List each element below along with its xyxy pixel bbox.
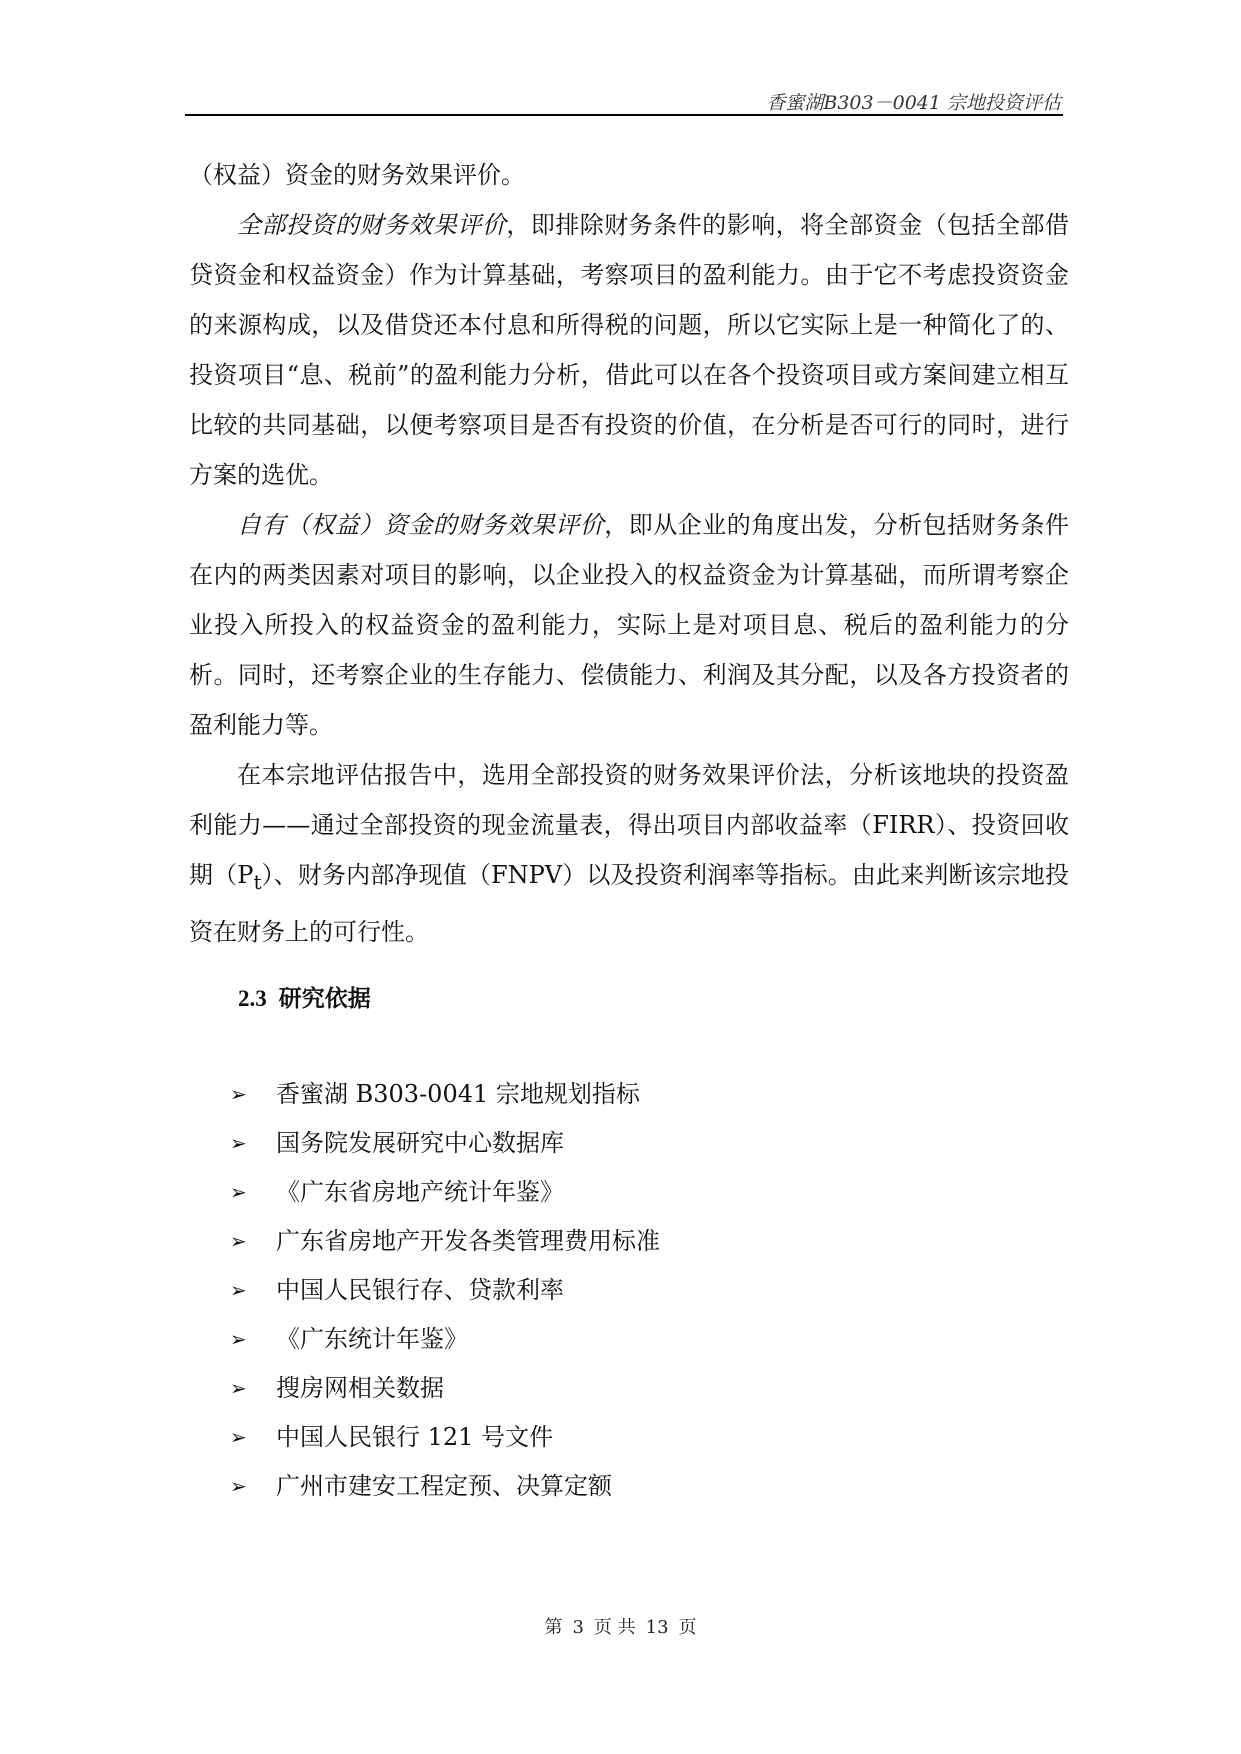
list-item-label: 国务院发展研究中心数据库 (276, 1129, 564, 1157)
section-heading (238, 980, 371, 1013)
paragraph-continuation (189, 150, 1069, 200)
arrow-bullet-icon: ➢ (230, 1131, 247, 1155)
list-item (230, 1168, 660, 1217)
footer-prefix: 第 (544, 1617, 563, 1638)
paragraph-text: ）、财务内部净现值（FNPV）以及投资利润率等指标。由此来判断该宗地投资在财务上的可行性。 (189, 861, 1069, 946)
subscript-t: t (253, 869, 262, 894)
arrow-bullet-icon: ➢ (230, 1327, 247, 1351)
list-item (230, 1266, 660, 1315)
page-header (185, 84, 1063, 116)
list-item-label: 《广东省房地产统计年鉴》 (276, 1178, 564, 1206)
header-title: 香蜜湖B303－0041 宗地投资评估 (766, 92, 1061, 114)
paragraph-equity-capital (189, 500, 1069, 750)
list-item (230, 1364, 660, 1413)
list-item (230, 1462, 660, 1511)
list-item-label: 《广东统计年鉴》 (276, 1325, 468, 1353)
arrow-bullet-icon: ➢ (230, 1180, 247, 1204)
arrow-bullet-icon: ➢ (230, 1474, 247, 1498)
list-item (230, 1217, 660, 1266)
paragraph-text: （权益）资金的财务效果评价。 (189, 161, 525, 189)
arrow-bullet-icon: ➢ (230, 1278, 247, 1302)
paragraph-total-investment (189, 200, 1069, 500)
arrow-bullet-icon: ➢ (230, 1376, 247, 1400)
section-number: 2.3 (238, 986, 267, 1011)
research-basis-list (230, 1070, 660, 1511)
paragraph-text: ，即从企业的角度出发，分析包括财务条件在内的两类因素对项目的影响，以企业投入的权益资金为计算基础，而所谓考察企业投入所投入的权益资金的盈利能力，实际上是对项目息、税后的盈利能力的分析。同时，还考察企业的生存能力、偿债能力、利润及其分配，以及各方投资者的盈利能力等。 (189, 511, 1070, 739)
list-item (230, 1070, 660, 1119)
emphasis-term: 自有（权益）资金的财务效果评价 (237, 511, 605, 539)
list-item-label: 广州市建安工程定预、决算定额 (276, 1472, 612, 1500)
footer-suffix: 页 (678, 1617, 697, 1638)
footer-page-number: 3 (572, 1617, 584, 1638)
list-item-label: 中国人民银行 121 号文件 (276, 1423, 554, 1451)
footer-middle: 页 共 (593, 1617, 636, 1638)
paragraph-text: 在本宗地评估报告中，选用全部投资的财务效果评价法，分析该地块的投资盈利能力——通过全部投资的现金流量表，得出项目内部收益率（FIRR）、投资回收期（P (189, 761, 1069, 889)
arrow-bullet-icon: ➢ (230, 1082, 247, 1106)
footer-total-pages: 13 (645, 1617, 669, 1638)
list-item (230, 1119, 660, 1168)
emphasis-term: 全部投资的财务效果评价 (237, 211, 507, 239)
document-body (189, 150, 1069, 957)
arrow-bullet-icon: ➢ (230, 1229, 247, 1253)
paragraph-method-choice (189, 750, 1069, 957)
list-item (230, 1413, 660, 1462)
list-item-label: 中国人民银行存、贷款利率 (276, 1276, 564, 1304)
list-item-label: 搜房网相关数据 (276, 1374, 444, 1402)
arrow-bullet-icon: ➢ (230, 1425, 247, 1449)
paragraph-text: ，即排除财务条件的影响，将全部资金（包括全部借贷资金和权益资金）作为计算基础，考察项目的盈利能力。由于它不考虑投资资金的来源构成，以及借贷还本付息和所得税的问题，所以它实际上是一种简化了的、投资项目“息、税前”的盈利能力分析，借此可以在各个投资项目或方案间建立相互比较的共同基础，以便考察项目是否有投资的价值，在分析是否可行的同时，进行方案的选优。 (189, 211, 1070, 489)
list-item-label: 香蜜湖 B303-0041 宗地规划指标 (276, 1080, 640, 1108)
list-item-label: 广东省房地产开发各类管理费用标准 (276, 1227, 660, 1255)
section-title: 研究依据 (278, 985, 371, 1012)
list-item (230, 1315, 660, 1364)
page-footer (0, 1613, 1241, 1639)
